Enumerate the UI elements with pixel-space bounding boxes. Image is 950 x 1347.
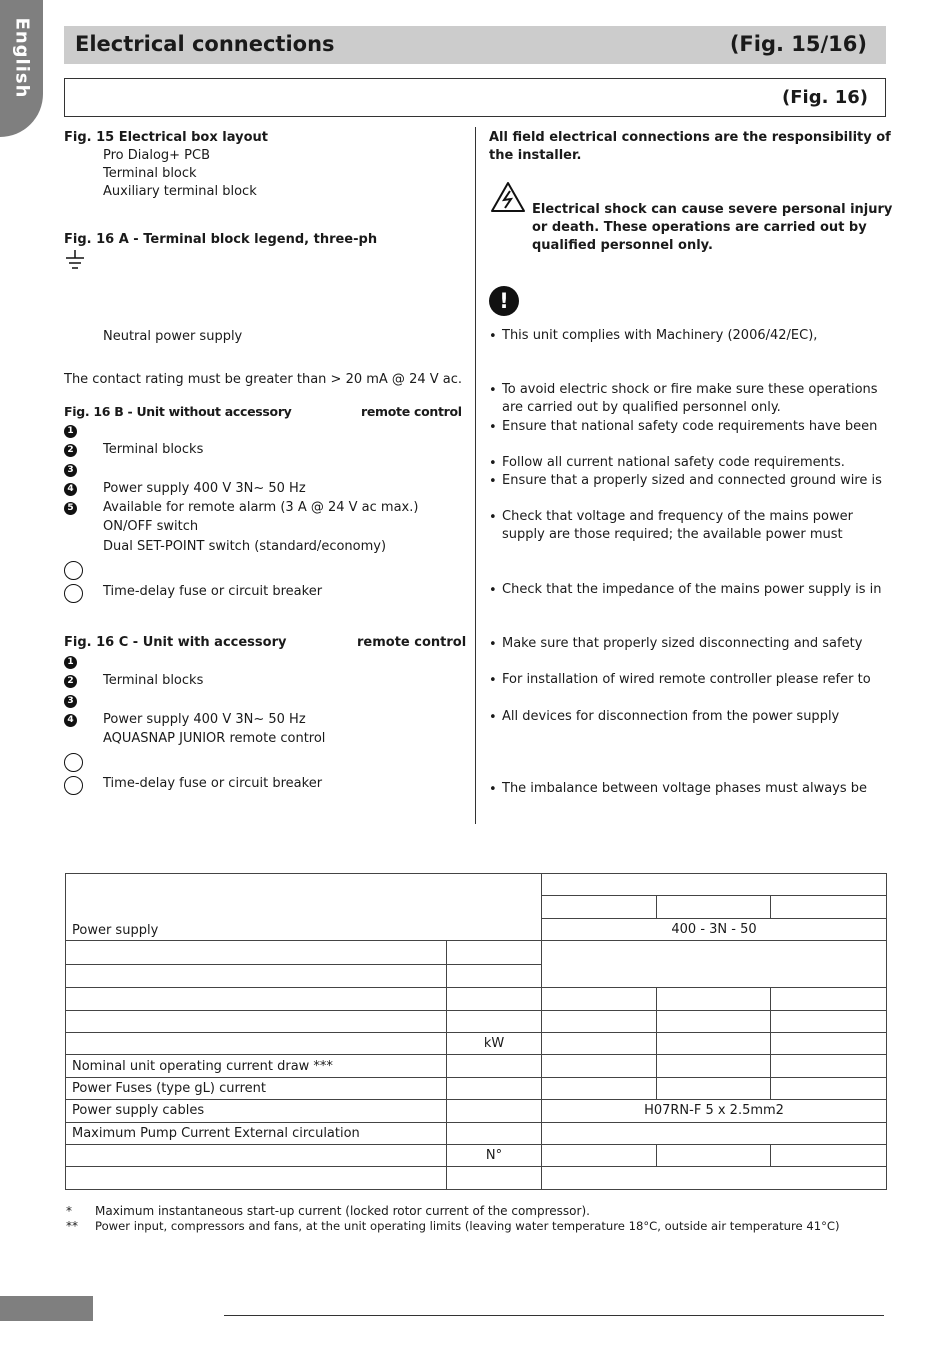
table-row — [66, 1144, 887, 1166]
table-row — [66, 1100, 887, 1122]
bullet-dot: • — [489, 456, 497, 471]
figure-reference: (Fig. 15/16) — [729, 32, 867, 56]
fig16c-title: Fig. 16 C - Unit with accessory — [64, 635, 287, 650]
marker-1-icon: 1 — [64, 656, 77, 669]
table-cell — [657, 1055, 771, 1077]
fig15-item: Pro Dialog+ PCB — [103, 148, 211, 163]
table-cell — [771, 1010, 887, 1032]
marker-3-icon: 3 — [64, 695, 77, 708]
footnote-text: Power input, compressors and fans, at the unit operating limits (leaving water temperature 18°C, outside air temperature 41°C) — [95, 1219, 840, 1233]
marker-3-icon: 3 — [64, 464, 77, 477]
power-fuses-label: Power Fuses (type gL) current — [72, 1080, 266, 1096]
fig15-title: Fig. 15 Electrical box layout — [64, 130, 268, 145]
table-cell — [542, 1100, 887, 1122]
table-cell — [447, 988, 542, 1010]
nominal-current-label: Nominal unit operating current draw *** — [72, 1058, 333, 1074]
bullet-dot: • — [489, 637, 497, 652]
fig16b-onoff-switch: ON/OFF switch — [103, 519, 199, 534]
table-cell — [542, 1032, 657, 1054]
table-row — [66, 1032, 887, 1054]
fig16c-fuse: Time-delay fuse or circuit breaker — [103, 776, 323, 791]
table-cell — [657, 1010, 771, 1032]
bullet-dot: • — [489, 510, 497, 525]
language-tab-label: English — [11, 17, 33, 99]
fig16b-remote-alarm: Available for remote alarm (3 A @ 24 V ac max.) — [103, 500, 419, 515]
table-cell — [771, 1144, 887, 1166]
bullet-dot: • — [489, 583, 497, 598]
bullet-text: Make sure that properly sized disconnecting and safety — [502, 636, 863, 651]
table-cell — [447, 1055, 542, 1077]
fig16b-fuse: Time-delay fuse or circuit breaker — [103, 584, 323, 599]
bullet-text: Check that the impedance of the mains power supply is in — [502, 582, 882, 597]
table-cell — [66, 1032, 447, 1054]
table-cell — [542, 874, 887, 896]
shock-warning-line: Electrical shock can cause severe personal injury — [532, 202, 893, 217]
footer-rule — [224, 1315, 884, 1316]
table-cell — [447, 1167, 542, 1189]
table-cell — [771, 896, 887, 918]
fig16b-setpoint-switch: Dual SET-POINT switch (standard/economy) — [103, 539, 387, 554]
electrical-data-table — [65, 873, 887, 1190]
marker-4-icon: 4 — [64, 483, 77, 496]
bullet-dot: • — [489, 782, 497, 797]
marker-1-icon: 1 — [64, 425, 77, 438]
table-cell — [447, 941, 542, 965]
bullet-text: To avoid electric shock or fire make sure these operations — [502, 382, 878, 397]
bullet-text: Check that voltage and frequency of the mains power — [502, 509, 853, 524]
table-cell — [771, 1077, 887, 1099]
table-cell — [66, 941, 447, 965]
table-row — [66, 941, 887, 965]
bullet-dot: • — [489, 420, 497, 435]
power-supply-value: 400 - 3N - 50 — [671, 921, 757, 937]
bullet-text: Follow all current national safety code requirements. — [502, 455, 845, 470]
table-cell — [771, 988, 887, 1010]
table-row — [66, 1167, 887, 1189]
footnote-mark: * — [66, 1204, 72, 1218]
table-cell — [66, 988, 447, 1010]
fig16c-remote-control: remote control — [357, 635, 467, 650]
fig16b-power-supply: Power supply 400 V 3N~ 50 Hz — [103, 481, 306, 496]
table-cell — [657, 988, 771, 1010]
table-cell — [447, 1077, 542, 1099]
legend-circle-icon — [64, 753, 83, 772]
figure-16-box — [64, 78, 886, 117]
table-cell — [66, 1077, 447, 1099]
table-cell — [771, 1032, 887, 1054]
bullet-text: are carried out by qualified personnel only. — [502, 400, 781, 415]
table-cell — [657, 1144, 771, 1166]
legend-circle-icon — [64, 584, 83, 603]
table-row — [66, 1010, 887, 1032]
table-cell — [542, 941, 887, 988]
table-cell — [542, 1055, 657, 1077]
table-cell — [447, 1144, 542, 1166]
legend-circle-icon — [64, 561, 83, 580]
footnote-mark: ** — [66, 1219, 78, 1233]
table-cell — [66, 964, 447, 988]
table-cell — [542, 918, 887, 940]
table-cell — [66, 1010, 447, 1032]
table-cell — [657, 1032, 771, 1054]
table-row — [66, 874, 887, 896]
electrical-hazard-icon — [490, 181, 526, 213]
power-cables-label: Power supply cables — [72, 1103, 205, 1119]
fig16c-terminal-blocks: Terminal blocks — [103, 673, 204, 688]
bullet-text: For installation of wired remote controller please refer to — [502, 672, 871, 687]
table-cell — [66, 1144, 447, 1166]
bullet-text: All devices for disconnection from the power supply — [502, 709, 840, 724]
responsibility-note-line: the installer. — [489, 148, 582, 163]
table-cell — [66, 874, 542, 941]
exclamation-icon: ! — [489, 286, 519, 316]
table-row — [66, 1077, 887, 1099]
marker-2-icon: 2 — [64, 444, 77, 457]
language-tab — [0, 0, 43, 137]
fig15-item: Terminal block — [103, 166, 197, 181]
footnote-text: Maximum instantaneous start-up current (locked rotor current of the compressor). — [95, 1204, 590, 1218]
bullet-text: The imbalance between voltage phases must always be — [502, 781, 868, 796]
table-cell — [447, 1032, 542, 1054]
table-cell — [66, 1167, 447, 1189]
table-cell — [542, 1144, 657, 1166]
number-unit: N° — [485, 1148, 503, 1164]
table-cell — [542, 1077, 657, 1099]
bullet-text: Ensure that national safety code requirements have been — [502, 419, 878, 434]
bullet-text: supply are those required; the available power must — [502, 527, 843, 542]
table-cell — [66, 1055, 447, 1077]
bullet-dot: • — [489, 710, 497, 725]
table-cell — [66, 1100, 447, 1122]
legend-circle-icon — [64, 776, 83, 795]
table-cell — [66, 1122, 447, 1144]
table-cell — [447, 1122, 542, 1144]
fig15-item: Auxiliary terminal block — [103, 184, 257, 199]
page-number-block — [0, 1296, 93, 1321]
table-cell — [657, 1077, 771, 1099]
shock-warning-line: or death. These operations are carried out by — [532, 220, 867, 235]
table-cell — [771, 1055, 887, 1077]
bullet-dot: • — [489, 329, 497, 344]
fig16b-remote-control: remote control — [361, 404, 462, 419]
table-cell — [447, 1010, 542, 1032]
table-row — [66, 1122, 887, 1144]
neutral-power-supply: Neutral power supply — [103, 329, 243, 344]
table-cell — [542, 1010, 657, 1032]
bullet-dot: • — [489, 673, 497, 688]
table-cell — [542, 1167, 887, 1189]
table-row — [66, 988, 887, 1010]
table-cell — [447, 1100, 542, 1122]
fig16b-terminal-blocks: Terminal blocks — [103, 442, 204, 457]
bullet-dot: • — [489, 383, 497, 398]
fig16a-title: Fig. 16 A - Terminal block legend, three-ph — [64, 232, 378, 247]
ground-symbol-icon — [65, 249, 85, 271]
column-divider — [475, 127, 476, 824]
kw-unit: kW — [483, 1036, 505, 1052]
bullet-dot: • — [489, 474, 497, 489]
section-header — [64, 26, 886, 64]
page-title: Electrical connections — [75, 32, 335, 56]
power-cables-value: H07RN-F 5 x 2.5mm2 — [644, 1103, 784, 1119]
table-row — [66, 1055, 887, 1077]
fig16c-power-supply: Power supply 400 V 3N~ 50 Hz — [103, 712, 306, 727]
shock-warning-line: qualified personnel only. — [532, 238, 713, 253]
contact-rating-note: The contact rating must be greater than > 20 mA @ 24 V ac. — [64, 372, 463, 387]
table-cell — [542, 988, 657, 1010]
pump-current-label: Maximum Pump Current External circulation — [72, 1125, 360, 1141]
table-cell — [657, 896, 771, 918]
responsibility-note-line: All field electrical connections are the responsibility of — [489, 130, 891, 145]
table-cell — [542, 896, 657, 918]
marker-5-icon: 5 — [64, 502, 77, 515]
table-cell — [447, 964, 542, 988]
marker-2-icon: 2 — [64, 675, 77, 688]
table-cell — [542, 1122, 887, 1144]
bullet-text: This unit complies with Machinery (2006/42/EC), — [502, 328, 818, 343]
bullet-text: Ensure that a properly sized and connected ground wire is — [502, 473, 882, 488]
marker-4-icon: 4 — [64, 714, 77, 727]
fig16b-title: Fig. 16 B - Unit without accessory — [64, 404, 292, 419]
power-supply-label: Power supply — [72, 923, 159, 939]
fig16c-aquasnap: AQUASNAP JUNIOR remote control — [103, 731, 326, 746]
figure-16-label: (Fig. 16) — [782, 87, 868, 108]
